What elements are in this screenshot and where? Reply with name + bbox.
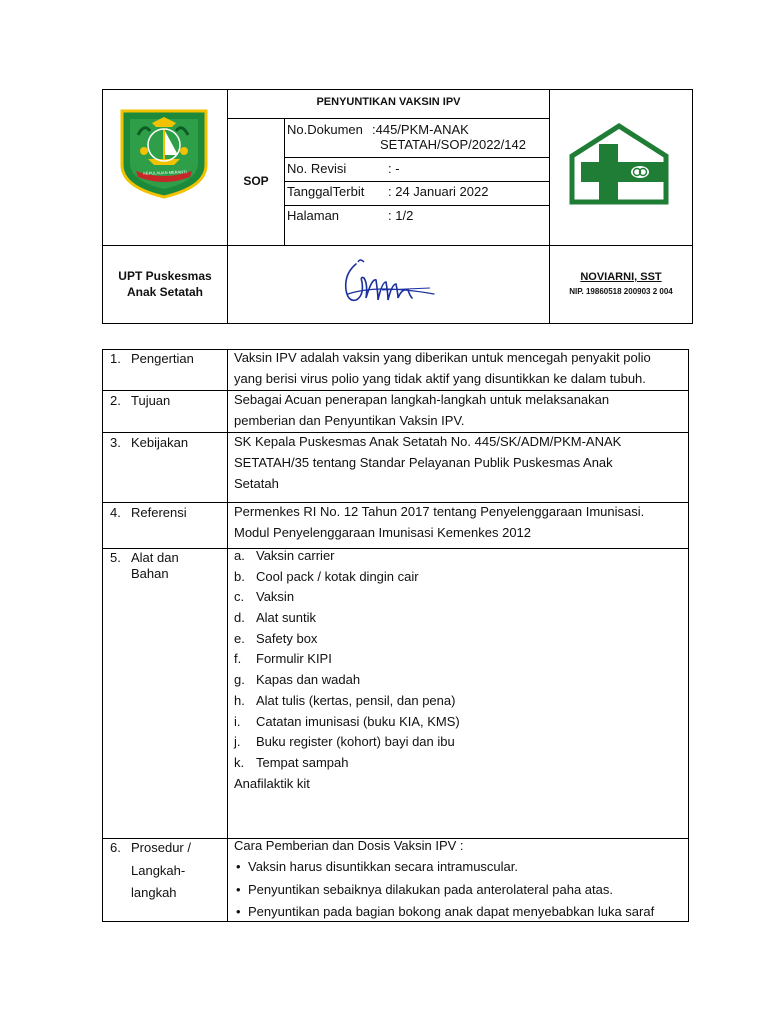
row-content-pengertian (234, 347, 651, 389)
text-line: SETATAH/35 tentang Standar Pelayanan Publik Puskesmas Anak (234, 455, 613, 470)
list-item: i. Catatan imunisasi (buku KIA, KMS) (234, 713, 460, 729)
extra-item: Anafilaktik kit (234, 775, 310, 791)
row-label-kebijakan: Kebijakan (131, 435, 189, 450)
text-line: Vaksin IPV adalah vaksin yang diberikan untuk mencegah penyakit polio (234, 350, 651, 365)
list-item: f. Formulir KIPI (234, 651, 332, 667)
label-line: Prosedur / (131, 840, 191, 855)
list-item: a. Vaksin carrier (234, 548, 335, 563)
procedure-bullets (234, 856, 686, 924)
regency-logo (118, 105, 210, 200)
list-item: k. Tempat sampah (234, 754, 349, 770)
doc-number-value-cont: SETATAH/SOP/2022/142 (380, 137, 526, 152)
list-item: e. Safety box (234, 630, 318, 646)
text-line: Permenkes RI No. 12 Tahun 2017 tentang Penyelenggaraan Imunisasi. (234, 504, 645, 519)
org-line-1: UPT Puskesmas (118, 269, 212, 283)
signer-nip: NIP. 19860518 200903 2 004 (569, 287, 673, 296)
issue-date-value: : 24 Januari 2022 (388, 184, 489, 199)
text-line: pemberian dan Penyuntikan Vaksin IPV. (234, 413, 465, 428)
label-line: Bahan (131, 566, 169, 581)
row-content-prosedur (234, 836, 686, 924)
row-label-tujuan: Tujuan (131, 393, 171, 408)
row-content-alat-bahan (234, 546, 684, 794)
text-line: Modul Penyelenggaraan Imunisasi Kemenkes 2012 (234, 525, 532, 540)
list-item: c. Vaksin (234, 589, 295, 605)
row-label-referensi: Referensi (131, 505, 187, 520)
row-content-referensi (234, 501, 644, 543)
doc-number-label: No.Dokumen (287, 122, 363, 137)
row-number: 6. (110, 840, 121, 855)
logo-ribbon-text: KEPULAUAN MERANTI (143, 169, 187, 176)
text-line: Sebagai Acuan penerapan langkah-langkah untuk melaksanakan (234, 392, 610, 407)
list-item: d. Alat suntik (234, 610, 316, 626)
row-number: 1. (110, 351, 121, 366)
row-label-pengertian: Pengertian (131, 351, 194, 366)
org-line-2: Anak Setatah (126, 285, 204, 299)
list-item: g. Kapas dan wadah (234, 672, 361, 688)
row-number: 5. (110, 550, 121, 565)
label-line: Langkah- (131, 862, 186, 878)
row-label-prosedur (131, 837, 191, 905)
text-line: Setatah (234, 476, 279, 491)
puskesmas-logo (568, 122, 670, 210)
doc-number-value: :445/PKM-ANAK (372, 122, 469, 137)
org-name (103, 268, 227, 300)
list-item: h. Alat tulis (kertas, pensil, dan pena) (234, 692, 456, 708)
page-label: Halaman (287, 208, 340, 223)
label-line: Alat dan (131, 550, 179, 565)
sop-label: SOP (243, 174, 269, 188)
procedure-intro: Cara Pemberian dan Dosis Vaksin IPV : (234, 838, 464, 853)
bullet-item: • Vaksin harus disuntikkan secara intramuscular. (234, 856, 686, 879)
text-line: yang berisi virus polio yang tidak aktif yang disuntikkan ke dalam tubuh. (234, 371, 646, 386)
text-line: SK Kepala Puskesmas Anak Setatah No. 445/SK/ADM/PKM-ANAK (234, 434, 622, 449)
list-item: b. Cool pack / kotak dingin cair (234, 568, 419, 584)
signer-name: NOVIARNI, SST (580, 271, 662, 283)
row-content-tujuan (234, 389, 609, 431)
label-line: langkah (131, 885, 177, 900)
row-number: 4. (110, 505, 121, 520)
revision-value: : - (388, 161, 400, 176)
row-number: 2. (110, 393, 121, 408)
list-item: j. Buku register (kohort) bayi dan ibu (234, 734, 455, 750)
bullet-item: • Penyuntikan pada bagian bokong anak dapat menyebabkan luka saraf (234, 901, 686, 924)
row-content-kebijakan (234, 431, 621, 494)
equipment-list (234, 546, 684, 774)
bullet-item: • Penyuntikan sebaiknya dilakukan pada anterolateral paha atas. (234, 879, 686, 902)
signature (338, 254, 438, 314)
issue-date-label: TanggalTerbit (287, 184, 365, 199)
revision-label: No. Revisi (287, 161, 347, 176)
row-number: 3. (110, 435, 121, 450)
page-value: : 1/2 (388, 208, 414, 223)
row-label-alat-bahan (131, 550, 179, 582)
document-title: PENYUNTIKAN VAKSIN IPV (316, 96, 461, 108)
